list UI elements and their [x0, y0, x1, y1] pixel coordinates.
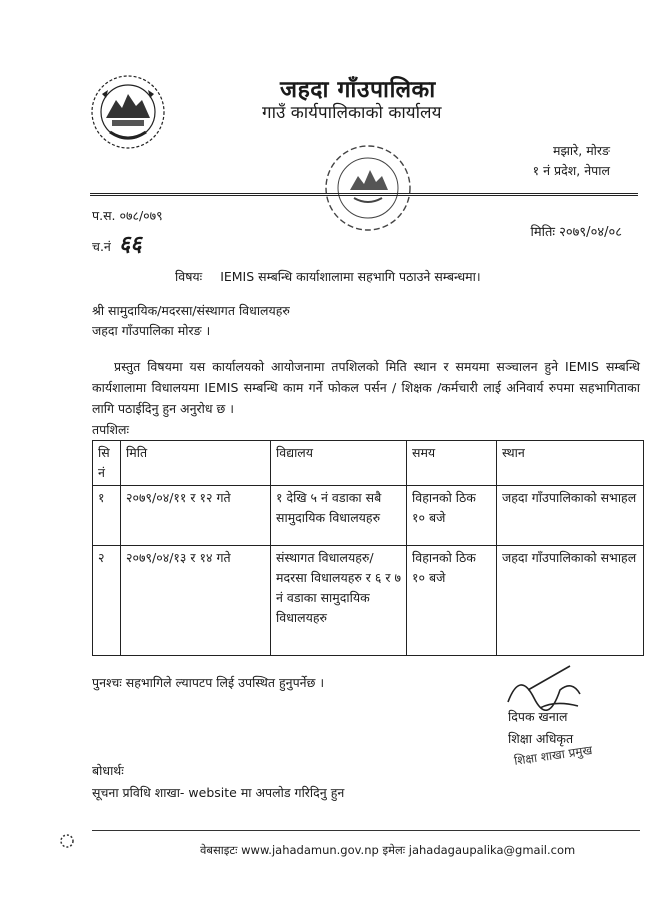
cell-time: विहानको ठिक १० बजे	[407, 546, 497, 656]
cell-sn: २	[93, 546, 121, 656]
cell-school: संस्थागत विधालयहरु/मदरसा विधालयहरु र ६ र ७ नं वडाका सामुदायिक विधालयहरु	[271, 546, 407, 656]
dispatch-ref	[92, 228, 142, 258]
header-sn: सि नं	[93, 441, 121, 486]
punch-hole-mark	[58, 832, 76, 850]
footer-divider	[92, 830, 640, 831]
address-line-2: १ नं प्रदेश, नेपाल	[532, 163, 610, 178]
cell-time: विहानको ठिक १० बजे	[407, 486, 497, 546]
signatory-stamp: शिक्षा शाखा प्रमुख	[513, 743, 594, 768]
signatory-name: दिपक खनाल	[508, 709, 568, 724]
header-school: विद्यालय	[271, 441, 407, 486]
subject-line	[175, 268, 481, 285]
office-title: जहदा गाँउपालिका	[280, 77, 436, 103]
subject-label: विषयः	[175, 269, 203, 284]
header-place: स्थान	[497, 441, 644, 486]
address-line-1: मझारे, मोरङ	[552, 143, 610, 158]
table-header-row	[93, 441, 644, 486]
cc-label: बोधार्थः	[92, 763, 124, 778]
dispatch-number: ६६	[118, 231, 142, 257]
cell-place: जहदा गाँउपालिकाको सभाहल	[497, 486, 644, 546]
cell-place: जहदा गाँउपालिकाको सभाहल	[497, 546, 644, 656]
details-label: तपशिलः	[92, 422, 129, 437]
fiscal-year: प.स. ०७८/०७९	[92, 208, 163, 223]
header-date: मिति	[121, 441, 271, 486]
table-row	[93, 486, 644, 546]
signatory-designation: शिक्षा अधिकृत	[508, 731, 574, 746]
office-seal	[318, 138, 418, 238]
cc-line-1: सूचना प्रविधि शाखा- website मा अपलोड गरिदिनु हुन	[92, 785, 345, 800]
dispatch-label: च.नं	[92, 239, 111, 254]
letter-date: मितिः २०७९/०४/०८	[530, 225, 622, 240]
cell-date: २०७९/०४/१३ र १४ गते	[121, 546, 271, 656]
cell-sn: १	[93, 486, 121, 546]
header-divider	[90, 193, 638, 196]
footer-contact: वेबसाइटः www.jahadamun.gov.np इमेलः jahadagaupalika@gmail.com	[200, 843, 576, 857]
schedule-table	[92, 440, 644, 656]
table-row	[93, 546, 644, 656]
municipality-logo	[88, 72, 168, 152]
office-subtitle: गाउँ कार्यपालिकाको कार्यालय	[262, 103, 442, 123]
recipient-line-1: श्री सामुदायिक/मदरसा/संस्थागत विधालयहरु	[92, 303, 290, 318]
cell-date: २०७९/०४/११ र १२ गते	[121, 486, 271, 546]
subject-text: IEMIS सम्बन्धि कार्याशालामा सहभागि पठाउने सम्बन्धमा।	[220, 269, 481, 284]
recipient-line-2: जहदा गाँउपालिका मोरङ ।	[92, 323, 211, 338]
cell-school: १ देखि ५ नं वडाका सबै सामुदायिक विधालयहरु	[271, 486, 407, 546]
postscript: पुनश्चः सहभागिले ल्यापटप लिई उपस्थित हुनुपर्नेछ ।	[92, 675, 325, 690]
header-time: समय	[407, 441, 497, 486]
body-paragraph: प्रस्तुत विषयमा यस कार्यालयको आयोजनामा तपशिलको मिति स्थान र समयमा सञ्चालन हुने IEMIS सम्बन्धि कार्यशालामा विधालयमा IEMIS सम्बन्धि काम गर्ने फोकल पर्सन / शिक्षक /कर्मचारी लाई अनिवार्य रुपमा सहभागिताका लागि पठाईदिनु हुन अनुरोध छ ।	[92, 359, 640, 416]
